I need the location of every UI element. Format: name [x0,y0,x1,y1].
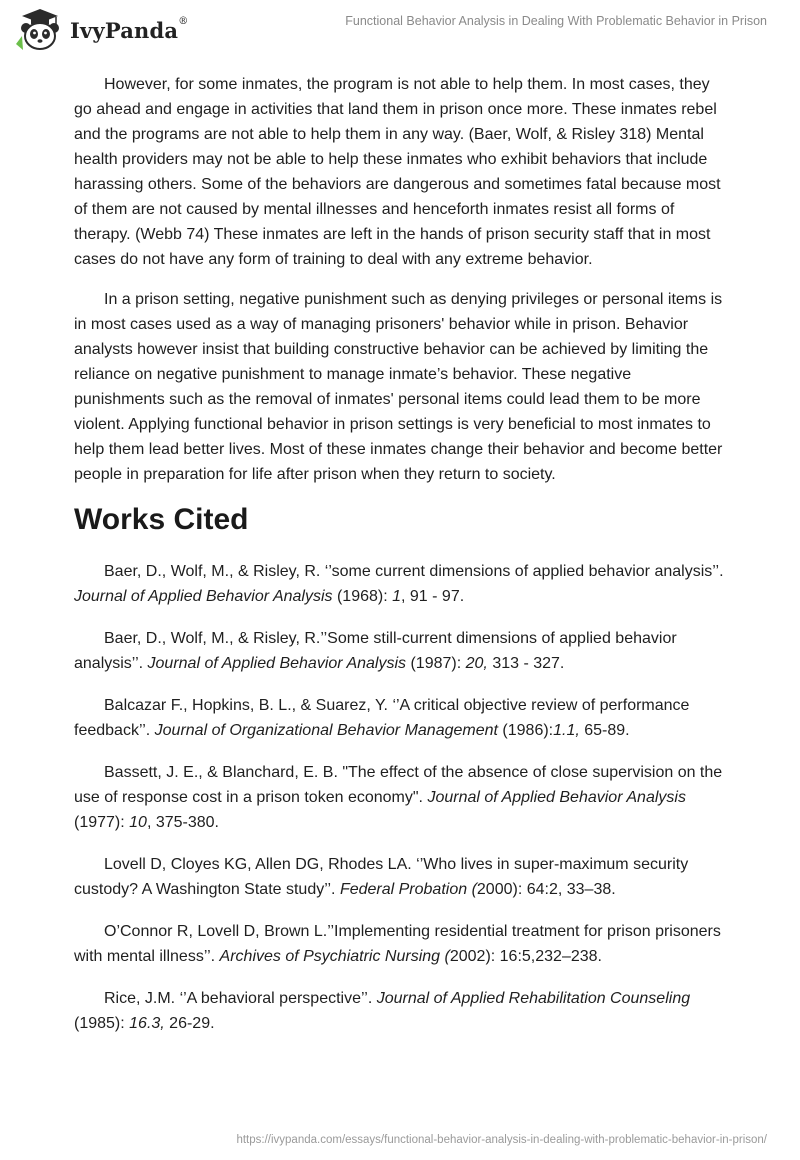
body-paragraph: However, for some inmates, the program is not able to help them. In most cases, they go ahead and engage in activities that land them in prison once more. These inmates rebel and the programs are not able to help them in any way. (Baer, Wolf, & Risley 318) Mental health providers may not be able to help these inmates who exhibit behaviors that include harassing others. Some of the behaviors are dangerous and sometimes fatal because most of them are not caused by mental illnesses and henceforth inmates resist all forms of therapy. (Webb 74) These inmates are left in the hands of prison security staff that in most cases do not have any form of training to deal with any extreme behavior. [74,76,721,268]
body-paragraph: In a prison setting, negative punishment such as denying privileges or personal items is in most cases used as a way of managing prisoners' behavior while in prison. Behavior analysts however insist that building constructive behavior can be achieved by limiting the reliance on negative punishment to manage inmate’s behavior. These negative punishments such as the removal of inmates' personal items could lead them to be more violent. Applying functional behavior in prison settings is very beneficial to most inmates to help them lead better lives. Most of these inmates change their behavior and become better people in preparation for life after prison when they return to society. [74,291,723,483]
citation-entry [74,919,726,969]
citation-pre: Balcazar F., Hopkins, B. L., & Suarez, Y. ‘’A critical objective review of performance feedback’’. [74,697,690,739]
panda-logo-icon [14,8,66,52]
citation-post: , 91 - 97. [401,588,465,605]
citation-pre: Rice, J.M. ‘’A behavioral perspective’’. [104,990,377,1007]
citation-post: 313 - 327. [487,655,565,672]
citation-post: , 375-380. [146,814,219,831]
citation-pre: Baer, D., Wolf, M., & Risley, R. ‘’some current dimensions of applied behavior analysis’’. [104,563,724,580]
citation-journal: Archives of Psychiatric Nursing ( [219,948,450,965]
essay-content [74,72,726,1053]
source-url[interactable]: https://ivypanda.com/essays/functional-behavior-analysis-in-dealing-with-problematic-behavior-in-prison/ [236,1134,767,1146]
citation-vol: 20, [465,655,488,672]
citation-mid: (1985): [74,1015,130,1032]
citation-mid: 2000): 64:2, 33–38. [476,881,616,898]
citation-entry [74,559,726,609]
citation-journal: Federal Probation ( [339,881,477,898]
brand-name: IvyPanda® [70,15,189,43]
citation-journal: Journal of Applied Behavior Analysis [427,789,686,806]
citation-pre: Lovell D, Cloyes KG, Allen DG, Rhodes LA. ‘’Who lives in super-maximum security custody? A Washington State study’’. [74,856,689,898]
document-title: Functional Behavior Analysis in Dealing With Problematic Behavior in Prison [345,14,767,28]
citation-mid: (1977): [74,814,130,831]
citation-entry [74,852,726,902]
citation-mid: (1968): [332,588,393,605]
citation-list [74,559,726,1036]
citation-journal: Journal of Applied Behavior Analysis [147,655,407,672]
citation-journal: Journal of Organizational Behavior Management [154,722,498,739]
citation-mid: 2002): 16:5,232–238. [449,948,602,965]
page-header [0,0,800,60]
citation-entry [74,693,726,743]
citation-post: 65-89. [579,722,630,739]
citation-vol: 1 [392,588,402,605]
citation-entry [74,986,726,1036]
citation-pre: O’Connor R, Lovell D, Brown L.’’Implementing residential treatment for prison prisoners with mental illness’’. [74,923,721,965]
citation-journal: Journal of Applied Rehabilitation Counseling [376,990,691,1007]
citation-mid: (1986): [497,722,554,739]
citation-vol: 16.3, [129,1015,165,1032]
citation-vol: 10 [129,814,147,831]
citation-pre: Bassett, J. E., & Blanchard, E. B. "The effect of the absence of close supervision on the use of response cost in a prison token economy". [74,764,723,806]
citation-entry [74,760,726,835]
citation-entry [74,626,726,676]
citation-pre: Baer, D., Wolf, M., & Risley, R.’’Some still-current dimensions of applied behavior analysis’’. [74,630,677,672]
works-cited-heading: Works Cited [74,503,249,536]
citation-journal: Journal of Applied Behavior Analysis [74,588,333,605]
citation-vol: 1.1, [553,722,580,739]
brand-logo[interactable] [14,8,188,52]
citation-post: 26-29. [164,1015,215,1032]
citation-mid: (1987): [406,655,466,672]
